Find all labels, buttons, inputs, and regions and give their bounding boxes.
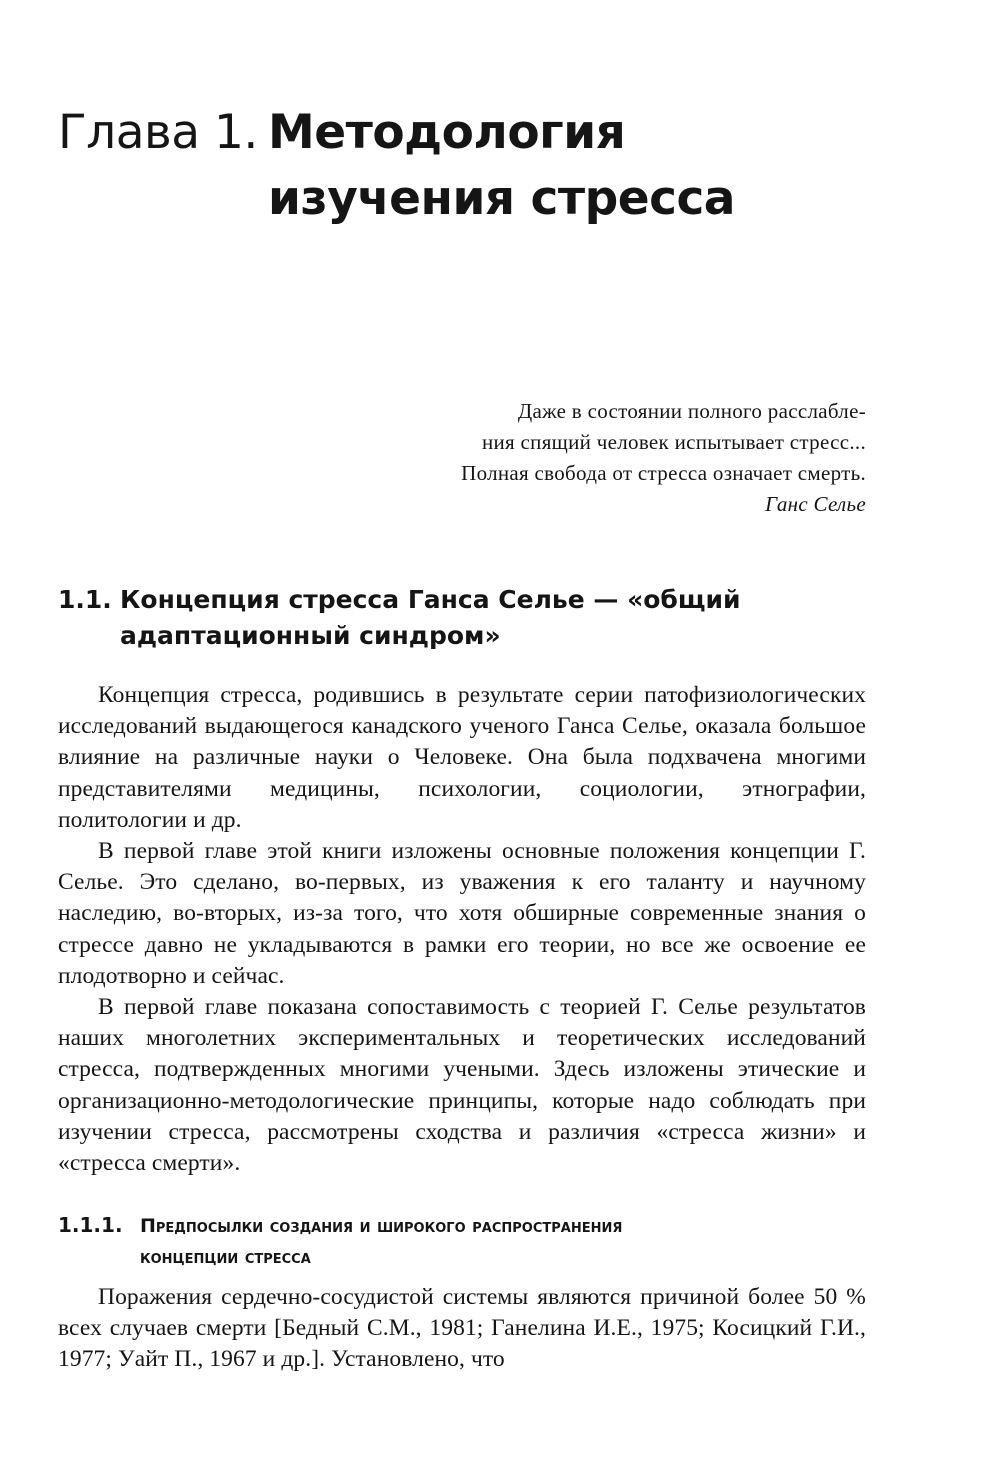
section-title-line1: Концепция стресса Ганса Селье — «общий bbox=[120, 585, 741, 614]
section-title-line2: адаптационный синдром» bbox=[120, 621, 501, 650]
epigraph-line: ния спящий человек испытывает стресс... bbox=[481, 430, 866, 454]
section-number: 1.1. bbox=[58, 585, 112, 614]
subsection-body bbox=[58, 1282, 866, 1376]
paragraph: В первой главе показана сопоставимость с теорией Г. Селье результатов наших многолетних экспериментальных и теоретических исследований стресса, подтвержденных многими учеными. Здесь изложены этические и организационно-методологические принципы, которые надо соблюдать при изучении стресса, рассмотрены сходства и различия «стресса жизни» и «стресса смерти». bbox=[58, 994, 866, 1177]
epigraph-author: Ганс Селье bbox=[765, 492, 866, 516]
paragraph: Поражения сердечно-сосудистой системы являются причиной более 50 % всех случаев смерти [Бедный С.М., 1981; Ганелина И.Е., 1975; Косицкий Г.И., 1977; Уайт П., 1967 и др.]. Установлено, что bbox=[58, 1284, 866, 1373]
subsection-number: 1.1.1. bbox=[58, 1213, 123, 1237]
section-heading bbox=[58, 582, 908, 654]
subsection-title-line2: концепции стресса bbox=[140, 1246, 311, 1268]
chapter-heading bbox=[58, 100, 958, 232]
chapter-title-line1: Методология bbox=[268, 105, 626, 160]
subsection-heading bbox=[58, 1210, 908, 1272]
paragraph: Концепция стресса, родившись в результате серии патофизиологических исследований выдающегося канадского ученого Ганса Селье, оказала большое влияние на различные науки о Человеке. Она была подхвачена многими представителями медицины, психологии, социологии, этнографии, политологии и др. bbox=[58, 682, 866, 833]
paragraph: В первой главе этой книги изложены основные положения концепции Г. Селье. Это сделано, во-первых, из уважения к его таланту и научному наследию, во-вторых, из-за того, что хотя обширные современные знания о стрессе давно не укладываются в рамки его теории, но все же освоение ее плодотворно и сейчас. bbox=[58, 838, 866, 989]
chapter-number: Глава 1. bbox=[58, 105, 258, 160]
epigraph bbox=[346, 396, 866, 520]
epigraph-line: Полная свобода от стресса означает смерть. bbox=[461, 461, 866, 485]
section-body bbox=[58, 680, 866, 1179]
chapter-title-line2: изучения стресса bbox=[268, 171, 736, 226]
subsection-title-line1: Предпосылки создания и широкого распространения bbox=[140, 1215, 623, 1237]
epigraph-line: Даже в состоянии полного расслабле- bbox=[517, 399, 866, 423]
